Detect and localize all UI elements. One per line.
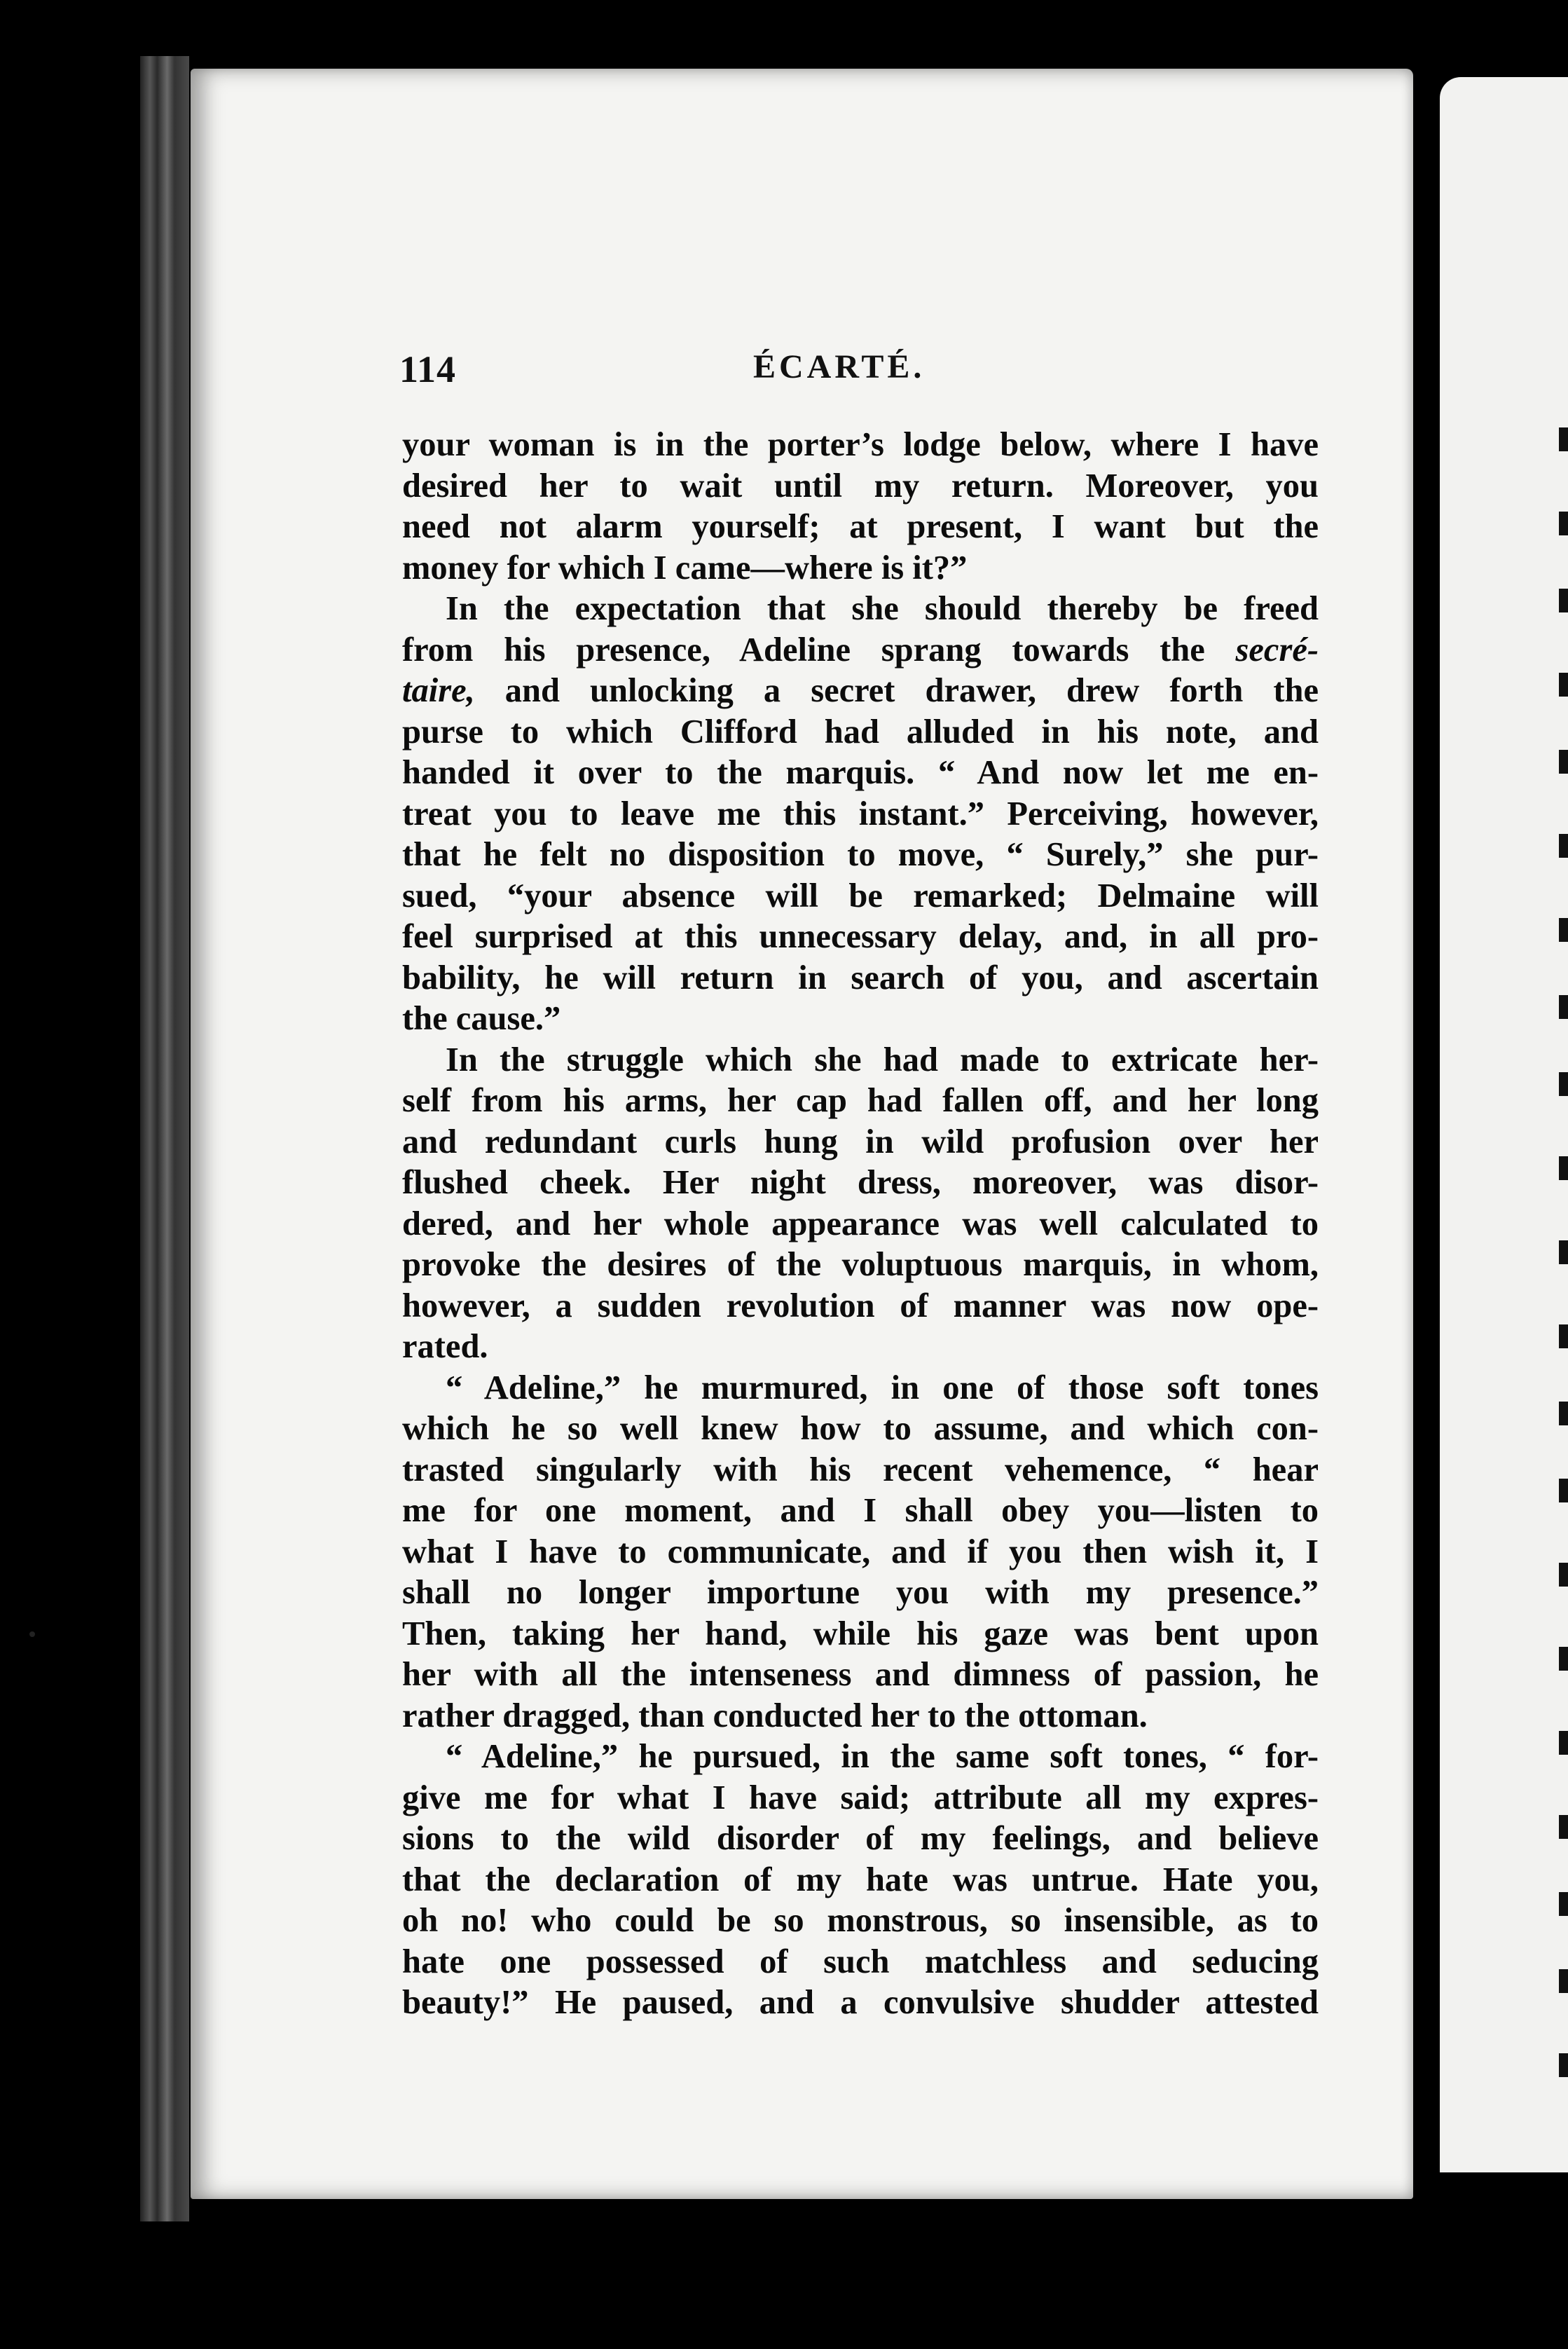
text-line: desired her to wait until my return. Moreover, you (402, 467, 1319, 505)
text-line: sued, “your absence will be remarked; Delmaine will (402, 877, 1319, 915)
text-line: purse to which Clifford had alluded in his note, and (402, 713, 1319, 751)
text-line-rest: and unlocking a secret drawer, drew forth the (474, 672, 1319, 709)
facing-page-letter-fragment (1559, 2053, 1568, 2077)
text-line: Then, taking her hand, while his gaze was bent upon (402, 1615, 1319, 1652)
facing-page-edge (1440, 77, 1568, 2172)
facing-page-letter-fragment (1559, 1240, 1568, 1264)
text-line: sions to the wild disorder of my feelings, and believe (402, 1820, 1319, 1857)
text-line: which he so well knew how to assume, and which con- (402, 1410, 1319, 1447)
text-line: feel surprised at this unnecessary delay, and, in all pro- (402, 918, 1319, 955)
text-line: trasted singularly with his recent vehemence, “ hear (402, 1451, 1319, 1488)
facing-page-letter-fragment (1559, 834, 1568, 858)
text-line: shall no longer importune you with my presence.” (402, 1574, 1319, 1611)
facing-page-letter-fragment (1559, 1969, 1568, 1993)
facing-page-letter-fragment (1559, 1156, 1568, 1180)
text-line: dered, and her whole appearance was well calculated to (402, 1205, 1319, 1242)
facing-page-letter-fragment (1559, 918, 1568, 942)
text-line: “ Adeline,” he pursued, in the same soft tones, “ for- (446, 1738, 1319, 1775)
text-line: treat you to leave me this instant.” Perceiving, however, (402, 795, 1319, 833)
text-line: and redundant curls hung in wild profusion over her (402, 1123, 1319, 1160)
text-line: that the declaration of my hate was untrue. Hate you, (402, 1861, 1319, 1898)
text-line-main: from his presence, Adeline sprang towards the (402, 631, 1236, 669)
facing-page-letter-fragment (1559, 1892, 1568, 1916)
text-line: what I have to communicate, and if you then wish it, I (402, 1533, 1319, 1570)
text-line: your woman is in the porter’s lodge below, where I have (402, 426, 1319, 463)
text-line: hate one possessed of such matchless and seducing (402, 1943, 1319, 1980)
text-line: In the struggle which she had made to extricate her- (446, 1041, 1319, 1078)
text-line: money for which I came—where is it?” (402, 549, 968, 587)
text-line: that he felt no disposition to move, “ Surely,” she pur- (402, 836, 1319, 873)
facing-page-letter-fragment (1559, 1563, 1568, 1587)
facing-page-letter-fragment (1559, 1647, 1568, 1671)
facing-page-letter-fragment (1559, 1479, 1568, 1502)
text-line: handed it over to the marquis. “ And now let me en- (402, 754, 1319, 791)
text-line: “ Adeline,” he murmured, in one of those soft tones (446, 1369, 1319, 1406)
facing-page-letter-fragment (1559, 1815, 1568, 1839)
text-line: however, a sudden revolution of manner was now ope- (402, 1287, 1319, 1324)
text-line (402, 671, 1319, 712)
facing-page-letter-fragment (1559, 1731, 1568, 1755)
facing-page-letter-fragment (1559, 673, 1568, 697)
facing-page-letter-fragment (1559, 427, 1568, 451)
text-line: her with all the intenseness and dimness of passion, he (402, 1656, 1319, 1693)
text-line: bability, he will return in search of you, and ascertain (402, 959, 1319, 997)
facing-page-letter-fragment (1559, 1324, 1568, 1348)
text-line: the cause.” (402, 1000, 561, 1037)
text-line: beauty!” He paused, and a convulsive shudder attested (402, 1984, 1319, 2021)
page-header (399, 348, 1328, 397)
page-number: 114 (399, 348, 457, 390)
facing-page-letter-fragment (1559, 1402, 1568, 1425)
text-line: flushed cheek. Her night dress, moreover, was disor- (402, 1164, 1319, 1201)
text-line (402, 630, 1319, 671)
facing-page-letter-fragment (1559, 512, 1568, 535)
text-line: rather dragged, than conducted her to the ottoman. (402, 1697, 1148, 1734)
text-line: In the expectation that she should thereby be freed (446, 590, 1319, 627)
text-line: me for one moment, and I shall obey you—listen to (402, 1492, 1319, 1529)
text-line: give me for what I have said; attribute all my expres- (402, 1779, 1319, 1816)
facing-page-letter-fragment (1559, 1072, 1568, 1096)
scan-speck (29, 1631, 35, 1637)
body-text (402, 425, 1319, 2024)
text-line: provoke the desires of the voluptuous marquis, in whom, (402, 1246, 1319, 1283)
facing-page-letter-fragment (1559, 750, 1568, 774)
text-line: need not alarm yourself; at present, I want but the (402, 508, 1319, 545)
facing-page-letter-fragment (1559, 589, 1568, 612)
italic-word: secré- (1235, 631, 1319, 669)
text-line: self from his arms, her cap had fallen off, and her long (402, 1082, 1319, 1119)
text-line: oh no! who could be so monstrous, so insensible, as to (402, 1902, 1319, 1939)
facing-page-letter-fragment (1559, 995, 1568, 1019)
running-title: ÉCARTÉ. (753, 348, 926, 385)
text-line: rated. (402, 1328, 488, 1365)
book-spine-edge (140, 56, 189, 2221)
italic-word: taire, (402, 672, 475, 709)
